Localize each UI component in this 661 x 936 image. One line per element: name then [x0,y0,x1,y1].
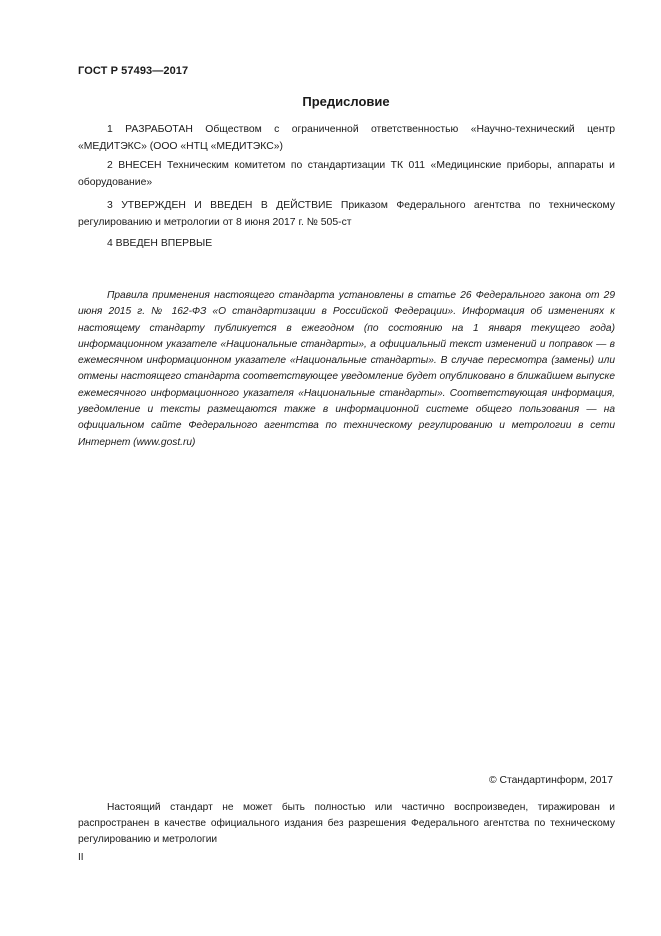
paragraph-4: 4 ВВЕДЕН ВПЕРВЫЕ [107,238,213,249]
standard-code: ГОСТ Р 57493—2017 [78,65,189,77]
application-notice: Правила применения настоящего стандарта установлены в статье 26 Федерального закона от 29 июня 2015 г. № 162-ФЗ «О стандартизации в Российской Федерации». Информация об изменениях к настоящему стандарту публикуется в ежегодном (по состоянию на 1 января текущего года) информационном указателе «Национальные стандарты», а официальный текст изменений и поправок — в ежемесячном информационном указателе «Национальные стандарты». В случае пересмотра (замены) или отмены настоящего стандарта соответствующее уведомление будет опубликовано в ближайшем выпуске ежемесячного информационного указателя «Национальные стандарты». Соответствующая информация, уведомление и тексты размещаются также в информационной системе общего пользования — на официальном сайте Федерального агентства по техническому регулированию и метрологии в сети Интернет (www.gost.ru) [78,290,615,448]
page-number: II [78,852,84,863]
page-title: Предисловие [302,94,390,109]
copyright: © Стандартинформ, 2017 [488,775,613,786]
paragraph-2: 2 ВНЕСЕН Техническим комитетом по стандартизации ТК 011 «Медицинские приборы, аппараты и оборудование» [78,160,615,188]
legal-notice: Настоящий стандарт не может быть полностью или частично воспроизведен, тиражирован и распространен в качестве официального издания без разрешения Федерального агентства по техническому регулированию и метрологии [78,802,615,845]
paragraph-3: 3 УТВЕРЖДЕН И ВВЕДЕН В ДЕЙСТВИЕ Приказом Федерального агентства по техническому регулированию и метрологии от 8 июня 2017 г. № 505-ст [78,200,615,228]
paragraph-1: 1 РАЗРАБОТАН Обществом с ограниченной ответственностью «Научно-технический центр «МЕДИТЭКС» (ООО «НТЦ «МЕДИТЭКС») [78,124,615,152]
